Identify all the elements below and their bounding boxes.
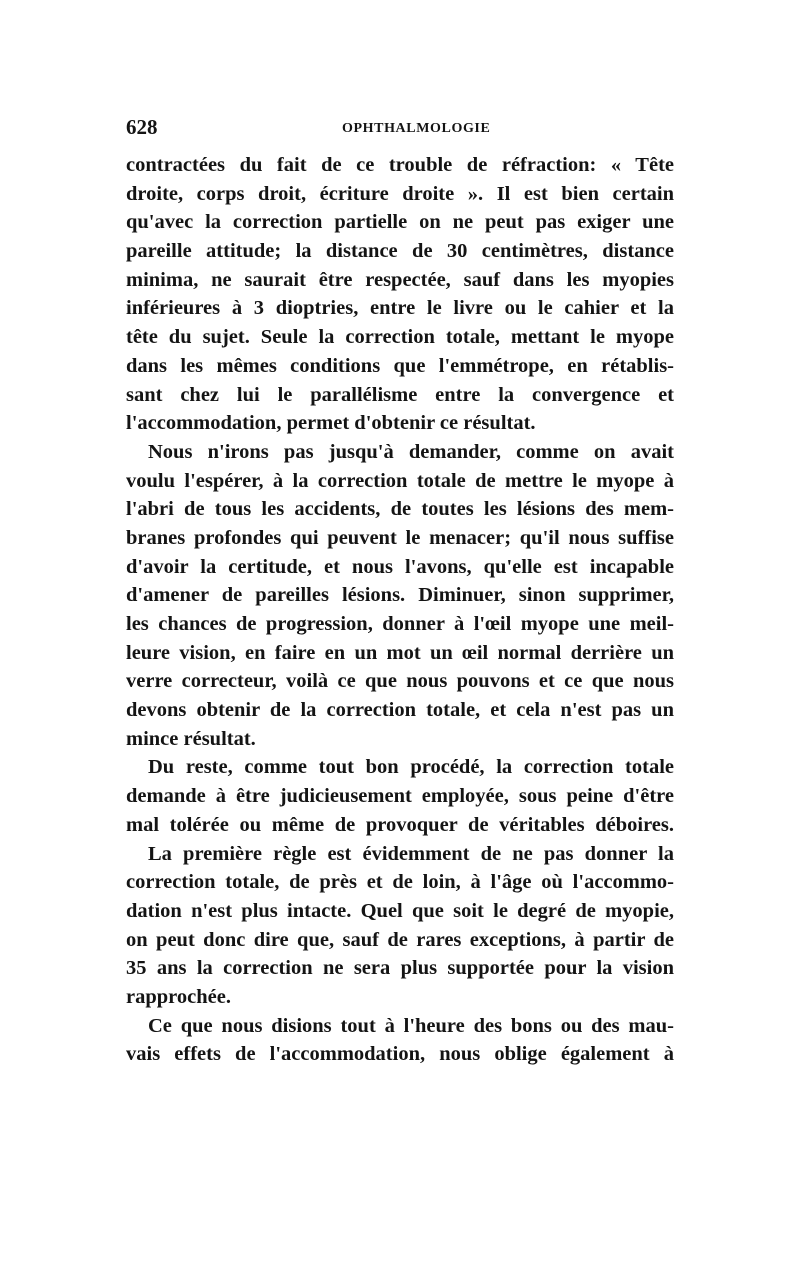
text-line: tête du sujet. Seule la correction totale, mettant le myope xyxy=(126,326,674,349)
text-line: sant chez lui le parallélisme entre la convergence et xyxy=(126,383,674,406)
text-line: mal tolérée ou même de provoquer de véritables déboires. xyxy=(126,813,674,836)
text-line: contractées du fait de ce trouble de réfraction: « Tête xyxy=(126,154,674,176)
text-line: rapprochée. xyxy=(126,985,231,1008)
text-line: voulu l'espérer, à la correction totale de mettre le myope à xyxy=(126,469,674,492)
text-line: minima, ne saurait être respectée, sauf dans les myopies xyxy=(126,268,674,291)
text-line: leure vision, en faire en un mot un œil normal derrière un xyxy=(126,641,674,664)
page-number: 628 xyxy=(126,115,158,139)
text-line: vais effets de l'accommodation, nous oblige également à xyxy=(126,1043,674,1066)
text-line: Ce que nous disions tout à l'heure des bons ou des mau- xyxy=(148,1014,674,1037)
text-line: La première règle est évidemment de ne pas donner la xyxy=(148,842,674,865)
text-line: Du reste, comme tout bon procédé, la correction totale xyxy=(148,756,674,779)
text-line: on peut donc dire que, sauf de rares exceptions, à partir de xyxy=(126,928,674,951)
paragraph-5 xyxy=(126,1012,674,1069)
text-line: mince résultat. xyxy=(126,727,256,750)
text-line: l'accommodation, permet d'obtenir ce résultat. xyxy=(126,412,536,435)
body-text xyxy=(126,151,674,1069)
text-line: dans les mêmes conditions que l'emmétrope, en rétablis- xyxy=(126,354,674,377)
paragraph-4 xyxy=(126,840,674,1012)
text-line: d'amener de pareilles lésions. Diminuer, sinon supprimer, xyxy=(126,584,674,607)
text-line: devons obtenir de la correction totale, et cela n'est pas un xyxy=(126,699,674,722)
text-line: correction totale, de près et de loin, à l'âge où l'accommo- xyxy=(126,871,674,894)
text-line: droite, corps droit, écriture droite ». Il est bien certain xyxy=(126,182,674,205)
running-title: OPHTHALMOLOGIE xyxy=(342,121,491,136)
paragraph-1 xyxy=(126,151,674,438)
paragraph-3 xyxy=(126,753,674,839)
text-line: inférieures à 3 dioptries, entre le livre ou le cahier et la xyxy=(126,297,674,320)
text-line: qu'avec la correction partielle on ne peut pas exiger une xyxy=(126,211,674,234)
text-line: Nous n'irons pas jusqu'à demander, comme on avait xyxy=(148,440,674,463)
text-line: dation n'est plus intacte. Quel que soit le degré de myopie, xyxy=(126,899,674,922)
text-line: l'abri de tous les accidents, de toutes les lésions des mem- xyxy=(126,498,674,521)
text-line: d'avoir la certitude, et nous l'avons, qu'elle est incapable xyxy=(126,555,674,578)
text-line: pareille attitude; la distance de 30 centimètres, distance xyxy=(126,240,674,263)
text-line: 35 ans la correction ne sera plus supportée pour la vision xyxy=(126,957,674,980)
text-line: branes profondes qui peuvent le menacer; qu'il nous suffise xyxy=(126,526,674,549)
paragraph-2 xyxy=(126,438,674,754)
running-head xyxy=(126,113,674,141)
text-line: les chances de progression, donner à l'œil myope une meil- xyxy=(126,613,674,635)
text-line: verre correcteur, voilà ce que nous pouvons et ce que nous xyxy=(126,670,674,693)
text-line: demande à être judicieusement employée, sous peine d'être xyxy=(126,785,674,808)
